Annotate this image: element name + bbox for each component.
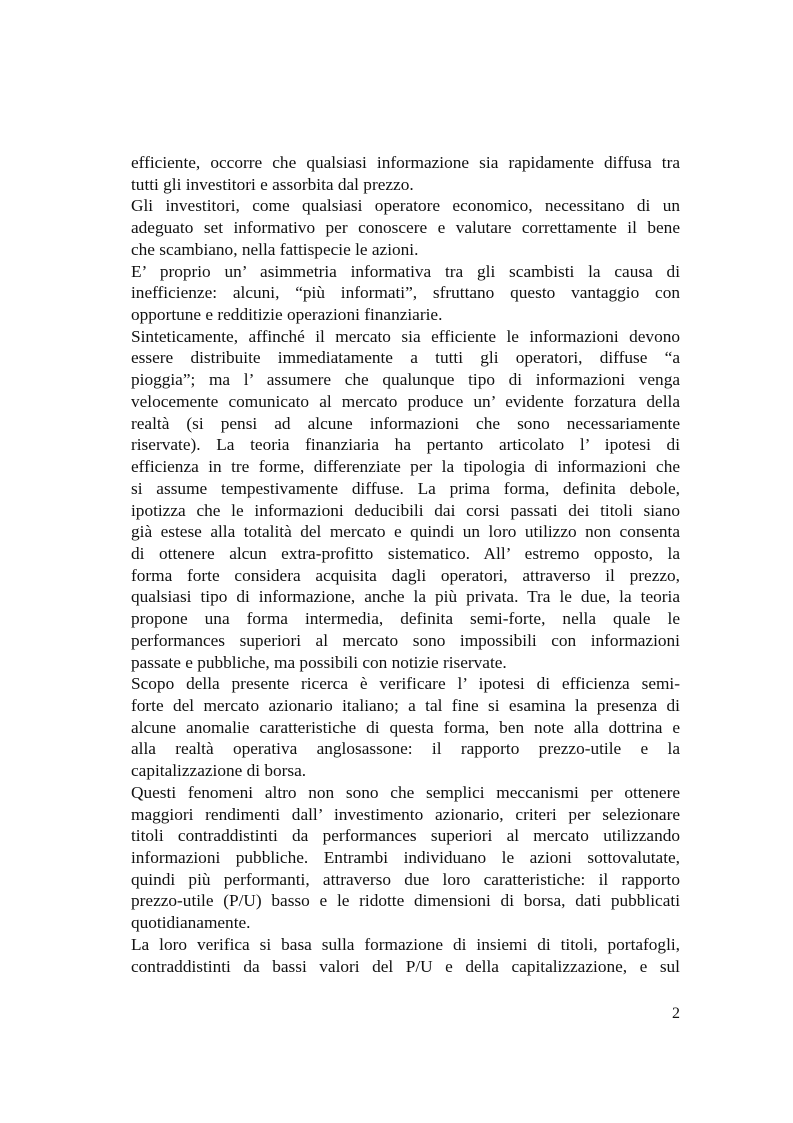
page-number: 2 xyxy=(672,1005,680,1022)
text-line: performances superiori al mercato sono impossibili con informazioni xyxy=(131,630,680,650)
text-line: passate e pubbliche, ma possibili con notizie riservate. xyxy=(131,652,507,672)
text-line: maggiori rendimenti dall’ investimento azionario, criteri per selezionare xyxy=(131,804,680,824)
text-line: inefficienze: alcuni, “più informati”, sfruttano questo vantaggio con xyxy=(131,283,680,303)
text-line: alcune anomalie caratteristiche di questa forma, ben note alla dottrina e xyxy=(131,717,680,737)
text-line: tutti gli investitori e assorbita dal prezzo. xyxy=(131,174,414,194)
text-line: quindi più performanti, attraverso due loro caratteristiche: il rapporto xyxy=(131,869,680,889)
text-line: titoli contraddistinti da performances superiori al mercato utilizzando xyxy=(131,826,680,846)
document-body xyxy=(131,152,680,977)
text-line: Questi fenomeni altro non sono che semplici meccanismi per ottenere xyxy=(131,782,680,802)
text-line: informazioni pubbliche. Entrambi individuano le azioni sottovalutate, xyxy=(131,848,680,867)
text-line: essere distribuite immediatamente a tutti gli operatori, diffuse “a xyxy=(131,348,680,368)
text-line: realtà (si pensi ad alcune informazioni che sono necessariamente xyxy=(131,413,680,433)
text-line: forma forte considera acquisita dagli operatori, attraverso il prezzo, xyxy=(131,565,680,585)
text-line: contraddistinti da bassi valori del P/U e della capitalizzazione, e sul xyxy=(131,956,680,976)
text-line: di ottenere alcun extra-profitto sistematico. All’ estremo opposto, la xyxy=(131,543,680,563)
text-line: velocemente comunicato al mercato produce un’ evidente forzatura della xyxy=(131,391,680,411)
text-line: quotidianamente. xyxy=(131,913,251,933)
text-line: propone una forma intermedia, definita semi-forte, nella quale le xyxy=(131,609,680,629)
text-line: che scambiano, nella fattispecie le azioni. xyxy=(131,239,419,259)
text-line: già estese alla totalità del mercato e quindi un loro utilizzo non consenta xyxy=(131,522,680,542)
text-line: Gli investitori, come qualsiasi operatore economico, necessitano di un xyxy=(131,196,680,216)
text-line: efficiente, occorre che qualsiasi informazione sia rapidamente diffusa tra xyxy=(131,153,680,172)
text-line: capitalizzazione di borsa. xyxy=(131,761,307,781)
text-line: si assume tempestivamente diffuse. La prima forma, definita debole, xyxy=(131,478,680,498)
text-line: alla realtà operativa anglosassone: il rapporto prezzo-utile e la xyxy=(131,739,680,759)
text-line: pioggia”; ma l’ assumere che qualunque tipo di informazioni venga xyxy=(131,370,680,390)
text-line: adeguato set informativo per conoscere e valutare correttamente il bene xyxy=(131,218,680,238)
text-line: Scopo della presente ricerca è verificare l’ ipotesi di efficienza semi- xyxy=(131,674,680,694)
text-line: qualsiasi tipo di informazione, anche la più privata. Tra le due, la teoria xyxy=(131,587,680,607)
text-line: La loro verifica si basa sulla formazione di insiemi di titoli, portafogli, xyxy=(131,934,680,954)
text-line: opportune e redditizie operazioni finanziarie. xyxy=(131,305,443,325)
text-line: E’ proprio un’ asimmetria informativa tra gli scambisti la causa di xyxy=(131,261,680,281)
text-line: forte del mercato azionario italiano; a tal fine si esamina la presenza di xyxy=(131,695,680,715)
text-line: efficienza in tre forme, differenziate per la tipologia di informazioni che xyxy=(131,457,680,477)
text-line: riservate). La teoria finanziaria ha pertanto articolato l’ ipotesi di xyxy=(131,435,680,455)
text-line: prezzo-utile (P/U) basso e le ridotte dimensioni di borsa, dati pubblicati xyxy=(131,891,680,911)
text-line: ipotizza che le informazioni deducibili dai corsi passati dei titoli siano xyxy=(131,500,680,520)
text-line: Sinteticamente, affinché il mercato sia efficiente le informazioni devono xyxy=(131,326,680,346)
